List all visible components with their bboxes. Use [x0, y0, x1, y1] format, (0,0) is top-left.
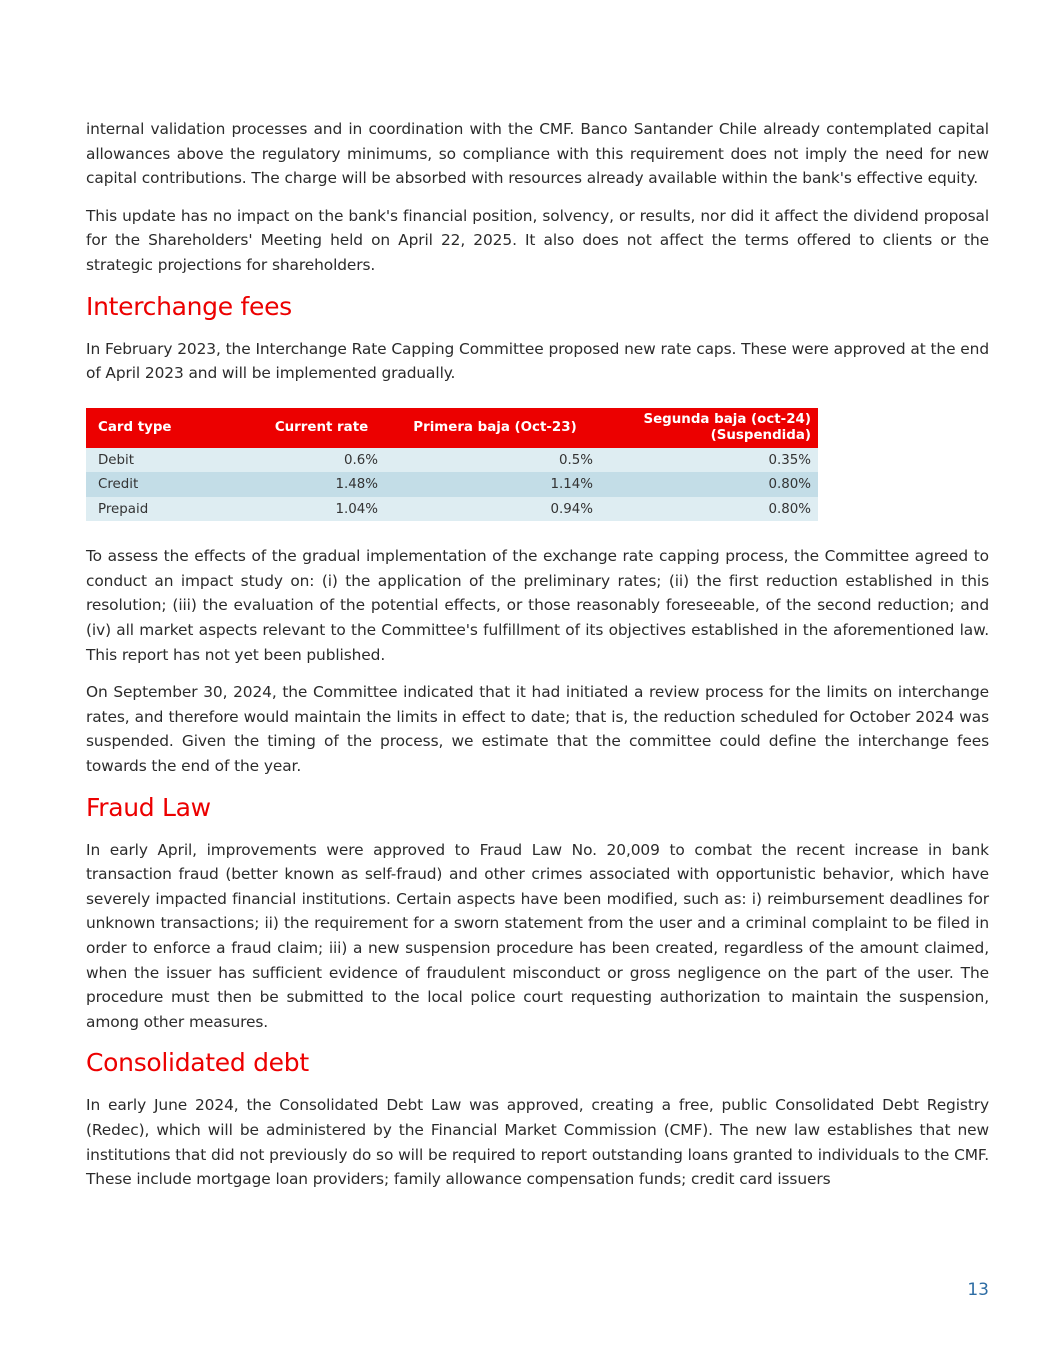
cell-first-cut: 0.5% [385, 448, 600, 473]
interchange-rate-table [86, 408, 818, 522]
cell-current-rate: 0.6% [253, 448, 385, 473]
col-header-second-cut [600, 408, 818, 448]
cell-second-cut: 0.80% [600, 497, 818, 522]
paragraph-review-process: On September 30, 2024, the Committee indicated that it had initiated a review process for the limits on interchange rates, and therefore would maintain the limits in effect to date; that is, the reduction scheduled for October 2024 was suspended. Given the timing of the process, we estimate that the committee could define the interchange fees towards the end of the year. [86, 683, 989, 775]
cell-second-cut: 0.35% [600, 448, 818, 473]
paragraph-consolidated-debt: In early June 2024, the Consolidated Debt Law was approved, creating a free, public Consolidated Debt Registry (Redec), which will be administered by the Financial Market Commission (CMF). The new law establishes that new institutions that did not previously do so will be required to report outstanding loans granted to individuals to the CMF. These include mortgage loan providers; family allowance compensation funds; credit card issuers [86, 1096, 989, 1189]
cell-current-rate: 1.48% [253, 472, 385, 497]
paragraph-fraud-law: In early April, improvements were approved to Fraud Law No. 20,009 to combat the recent increase in bank transaction fraud (better known as self-fraud) and other crimes associated with opportunistic behavior, which have severely impacted financial institutions. Certain aspects have been modified, such as: i) reimbursement deadlines for unknown transactions; ii) the requirement for a sworn statement from the user and a criminal complaint to be filed in order to enforce a fraud claim; iii) a new suspension procedure has been created, regardless of the amount claimed, when the issuer has sufficient evidence of fraudulent misconduct or gross negligence on the part of the user. The procedure must then be submitted to the local police court requesting authorization to maintain the suspension, among other measures. [86, 840, 989, 1031]
heading-consolidated-debt: Consolidated debt [86, 1048, 309, 1078]
table-header-row [86, 408, 818, 448]
cell-current-rate: 1.04% [253, 497, 385, 522]
cell-card-type: Prepaid [86, 497, 253, 522]
col-header-second-cut-line1: Segunda baja (oct-24) [643, 411, 811, 427]
paragraph-impact: This update has no impact on the bank's financial position, solvency, or results, nor did it affect the dividend proposal for the Shareholders' Meeting held on April 22, 2025. It also does not affect the terms offered to clients or the strategic projections for shareholders. [86, 206, 989, 274]
col-header-second-cut-line2: (Suspendida) [710, 427, 811, 443]
cell-second-cut: 0.80% [600, 472, 818, 497]
page-number: 13 [967, 1280, 989, 1300]
cell-first-cut: 1.14% [385, 472, 600, 497]
heading-fraud-law: Fraud Law [86, 792, 211, 822]
table-row [86, 497, 818, 522]
cell-card-type: Debit [86, 448, 253, 473]
paragraph-capital: internal validation processes and in coordination with the CMF. Banco Santander Chile already contemplated capital allowances above the regulatory minimums, so compliance with this requirement does not imply the need for new capital contributions. The charge will be absorbed with resources already available within the bank's effective equity. [86, 120, 989, 188]
col-header-first-cut: Primera baja (Oct-23) [385, 408, 600, 448]
document-page [86, 117, 989, 1205]
heading-interchange-fees: Interchange fees [86, 291, 292, 321]
paragraph-interchange-intro: In February 2023, the Interchange Rate Capping Committee proposed new rate caps. These were approved at the end of April 2023 and will be implemented gradually. [86, 339, 989, 383]
table-row [86, 472, 818, 497]
col-header-card-type: Card type [86, 408, 253, 448]
table-row [86, 448, 818, 473]
cell-first-cut: 0.94% [385, 497, 600, 522]
cell-card-type: Credit [86, 472, 253, 497]
paragraph-impact-study: To assess the effects of the gradual implementation of the exchange rate capping process, the Committee agreed to conduct an impact study on: (i) the application of the preliminary rates; (ii) the first reduction established in this resolution; (iii) the evaluation of the potential effects, or those reasonably foreseeable, of the second reduction; and (iv) all market aspects relevant to the Committee's fulfillment of its objectives established in the aforementioned law. This report has not yet been published. [86, 547, 989, 664]
col-header-current-rate: Current rate [253, 408, 385, 448]
